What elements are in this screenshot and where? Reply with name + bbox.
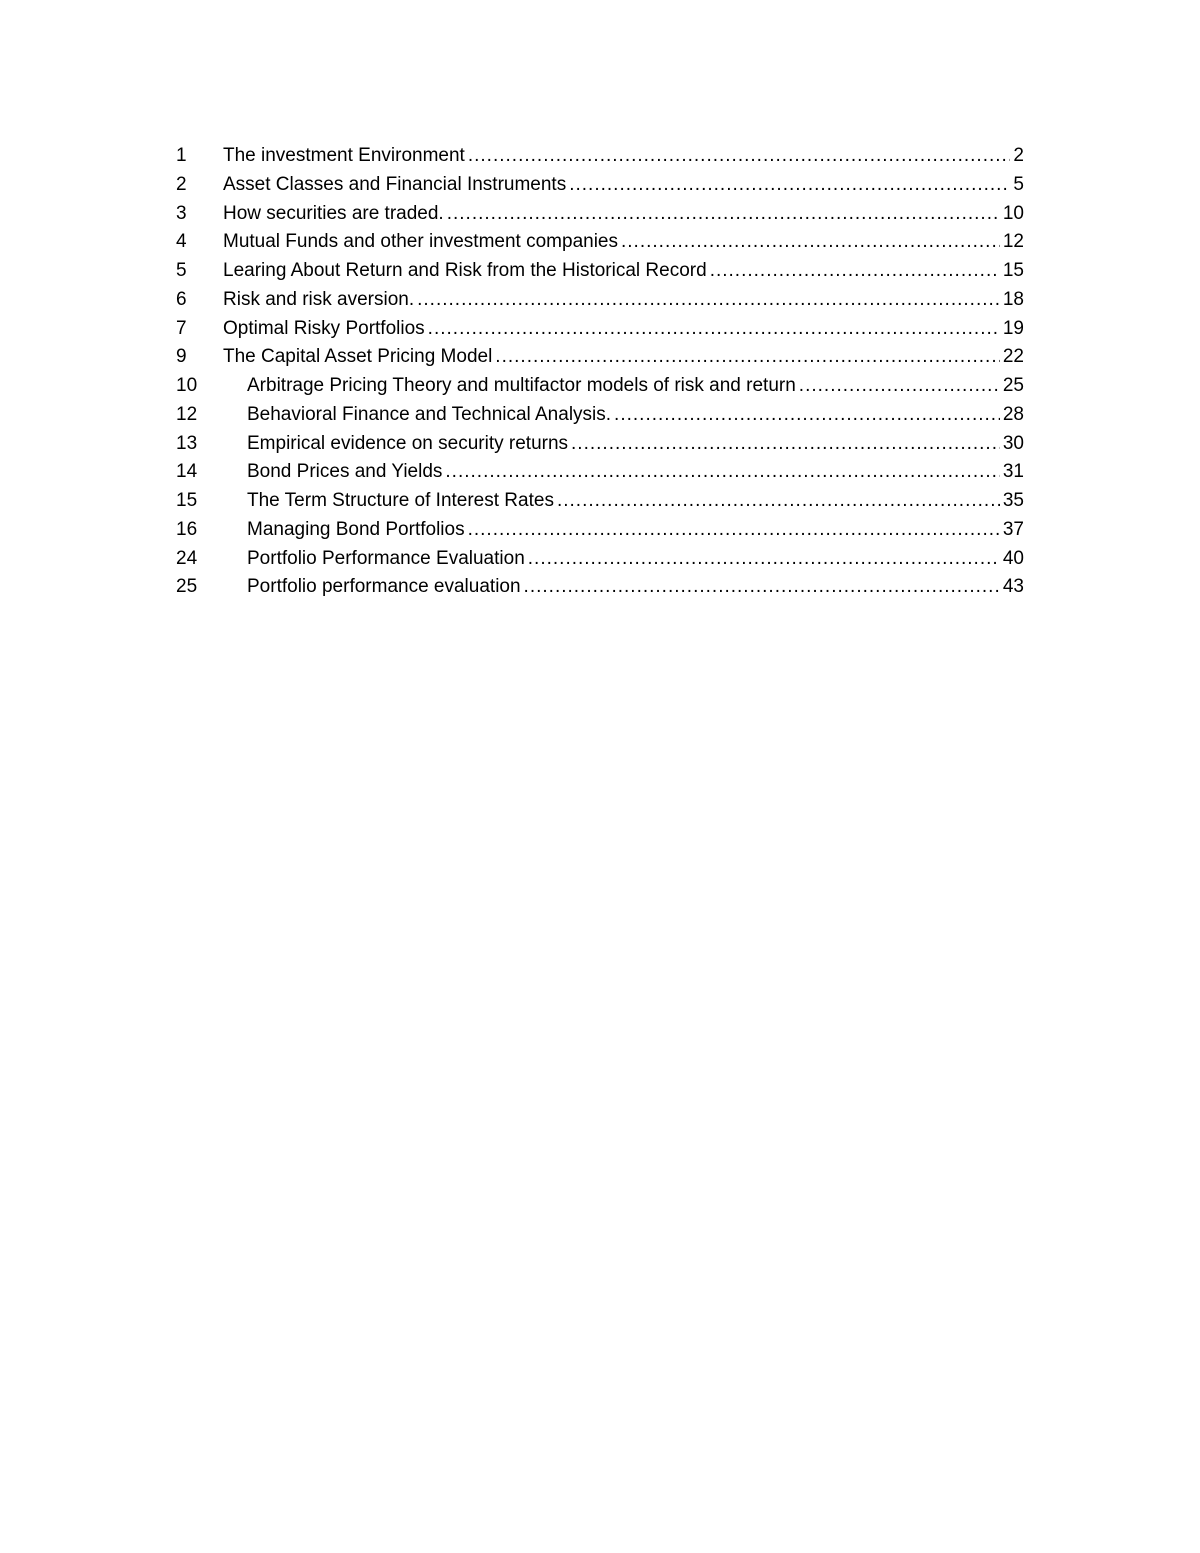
toc-entry[interactable]	[176, 315, 1024, 344]
toc-entry-number: 1	[176, 145, 187, 166]
toc-entry-number: 13	[176, 432, 198, 454]
toc-entry[interactable]	[176, 200, 1024, 229]
toc-dot-leader	[468, 516, 1000, 545]
toc-dot-leader	[799, 372, 1000, 401]
toc-entry-title: Learing About Return and Risk from the Historical Record	[223, 260, 707, 281]
toc-entry-number: 9	[176, 346, 187, 368]
toc-dot-leader	[621, 228, 1000, 257]
toc-entry-page: 18	[1002, 288, 1024, 310]
toc-entry-number: 16	[176, 518, 198, 540]
toc-dot-leader	[528, 545, 1000, 574]
toc-dot-leader	[524, 573, 1000, 602]
toc-entry-page: 40	[1002, 547, 1024, 569]
toc-entry-title: Managing Bond Portfolios	[247, 518, 465, 540]
toc-entry-page: 30	[1002, 432, 1024, 454]
toc-entry[interactable]	[176, 430, 1024, 459]
toc-entry[interactable]	[176, 401, 1024, 430]
toc-entry-number: 12	[176, 403, 198, 425]
toc-entry[interactable]	[176, 343, 1024, 372]
toc-entry-number: 25	[176, 576, 198, 598]
toc-entry[interactable]	[176, 257, 1024, 286]
toc-entry-title: Mutual Funds and other investment companies	[223, 231, 618, 253]
toc-entry-number: 3	[176, 202, 187, 224]
toc-entry-page: 5	[1013, 173, 1024, 195]
toc-entry[interactable]	[176, 228, 1024, 257]
toc-entry-title: The Capital Asset Pricing Model	[223, 346, 493, 368]
toc-entry-title: Risk and risk aversion.	[223, 288, 415, 310]
toc-entry-title: Bond Prices and Yields	[247, 461, 443, 483]
toc-entry-number: 7	[176, 317, 187, 339]
toc-entry-page: 37	[1002, 518, 1024, 540]
toc-entry-title: Asset Classes and Financial Instruments	[223, 173, 567, 195]
toc-entry-title: Optimal Risky Portfolios	[223, 317, 425, 339]
toc-dot-leader	[445, 458, 999, 487]
toc-entry[interactable]	[176, 171, 1024, 200]
toc-entry-title: Arbitrage Pricing Theory and multifactor models of risk and return	[247, 375, 796, 396]
toc-entry[interactable]	[176, 487, 1024, 516]
toc-entry-page: 12	[1002, 231, 1024, 253]
toc-entry[interactable]	[176, 458, 1024, 487]
toc-entry-page: 22	[1002, 346, 1024, 368]
toc-dot-leader	[557, 487, 1000, 516]
toc-dot-leader	[710, 257, 1000, 286]
toc-entry-page: 15	[1002, 260, 1024, 281]
toc-entry-page: 31	[1002, 461, 1024, 483]
toc-entry-page: 43	[1002, 576, 1024, 598]
toc-entry-title: The Term Structure of Interest Rates	[247, 490, 554, 511]
toc-entry-page: 19	[1002, 317, 1024, 339]
toc-entry[interactable]	[176, 516, 1024, 545]
toc-entry-title: Empirical evidence on security returns	[247, 432, 569, 454]
toc-dot-leader	[614, 401, 1000, 430]
toc-entry-number: 14	[176, 461, 198, 483]
toc-entry[interactable]	[176, 286, 1024, 315]
toc-entry-number: 5	[176, 260, 187, 281]
toc-entry-number: 24	[176, 547, 198, 569]
toc-entry-title: The investment Environment	[223, 145, 465, 166]
toc-dot-leader	[428, 315, 1000, 344]
toc-entry-title: How securities are traded.	[223, 202, 444, 224]
toc-dot-leader	[468, 142, 1011, 171]
toc-entry[interactable]	[176, 573, 1024, 602]
toc-entry-page: 2	[1013, 145, 1024, 166]
toc-entry[interactable]	[176, 142, 1024, 171]
toc-entry-number: 15	[176, 490, 198, 511]
toc-dot-leader	[571, 430, 1000, 459]
toc-entry[interactable]	[176, 545, 1024, 574]
toc-entry-page: 10	[1002, 202, 1024, 224]
toc-entry-number: 4	[176, 231, 187, 253]
toc-entry[interactable]	[176, 372, 1024, 401]
toc-dot-leader	[447, 200, 1000, 229]
table-of-contents	[176, 142, 1024, 602]
toc-entry-page: 25	[1002, 375, 1024, 396]
toc-dot-leader	[417, 286, 1000, 315]
toc-entry-number: 6	[176, 288, 187, 310]
toc-dot-leader	[569, 171, 1010, 200]
toc-entry-page: 28	[1002, 403, 1024, 425]
toc-entry-title: Portfolio Performance Evaluation	[247, 547, 525, 569]
toc-entry-page: 35	[1002, 490, 1024, 511]
toc-entry-title: Behavioral Finance and Technical Analysis.	[247, 403, 612, 425]
toc-dot-leader	[495, 343, 1000, 372]
toc-entry-number: 2	[176, 173, 187, 195]
toc-entry-title: Portfolio performance evaluation	[247, 576, 521, 598]
toc-entry-number: 10	[176, 375, 198, 396]
